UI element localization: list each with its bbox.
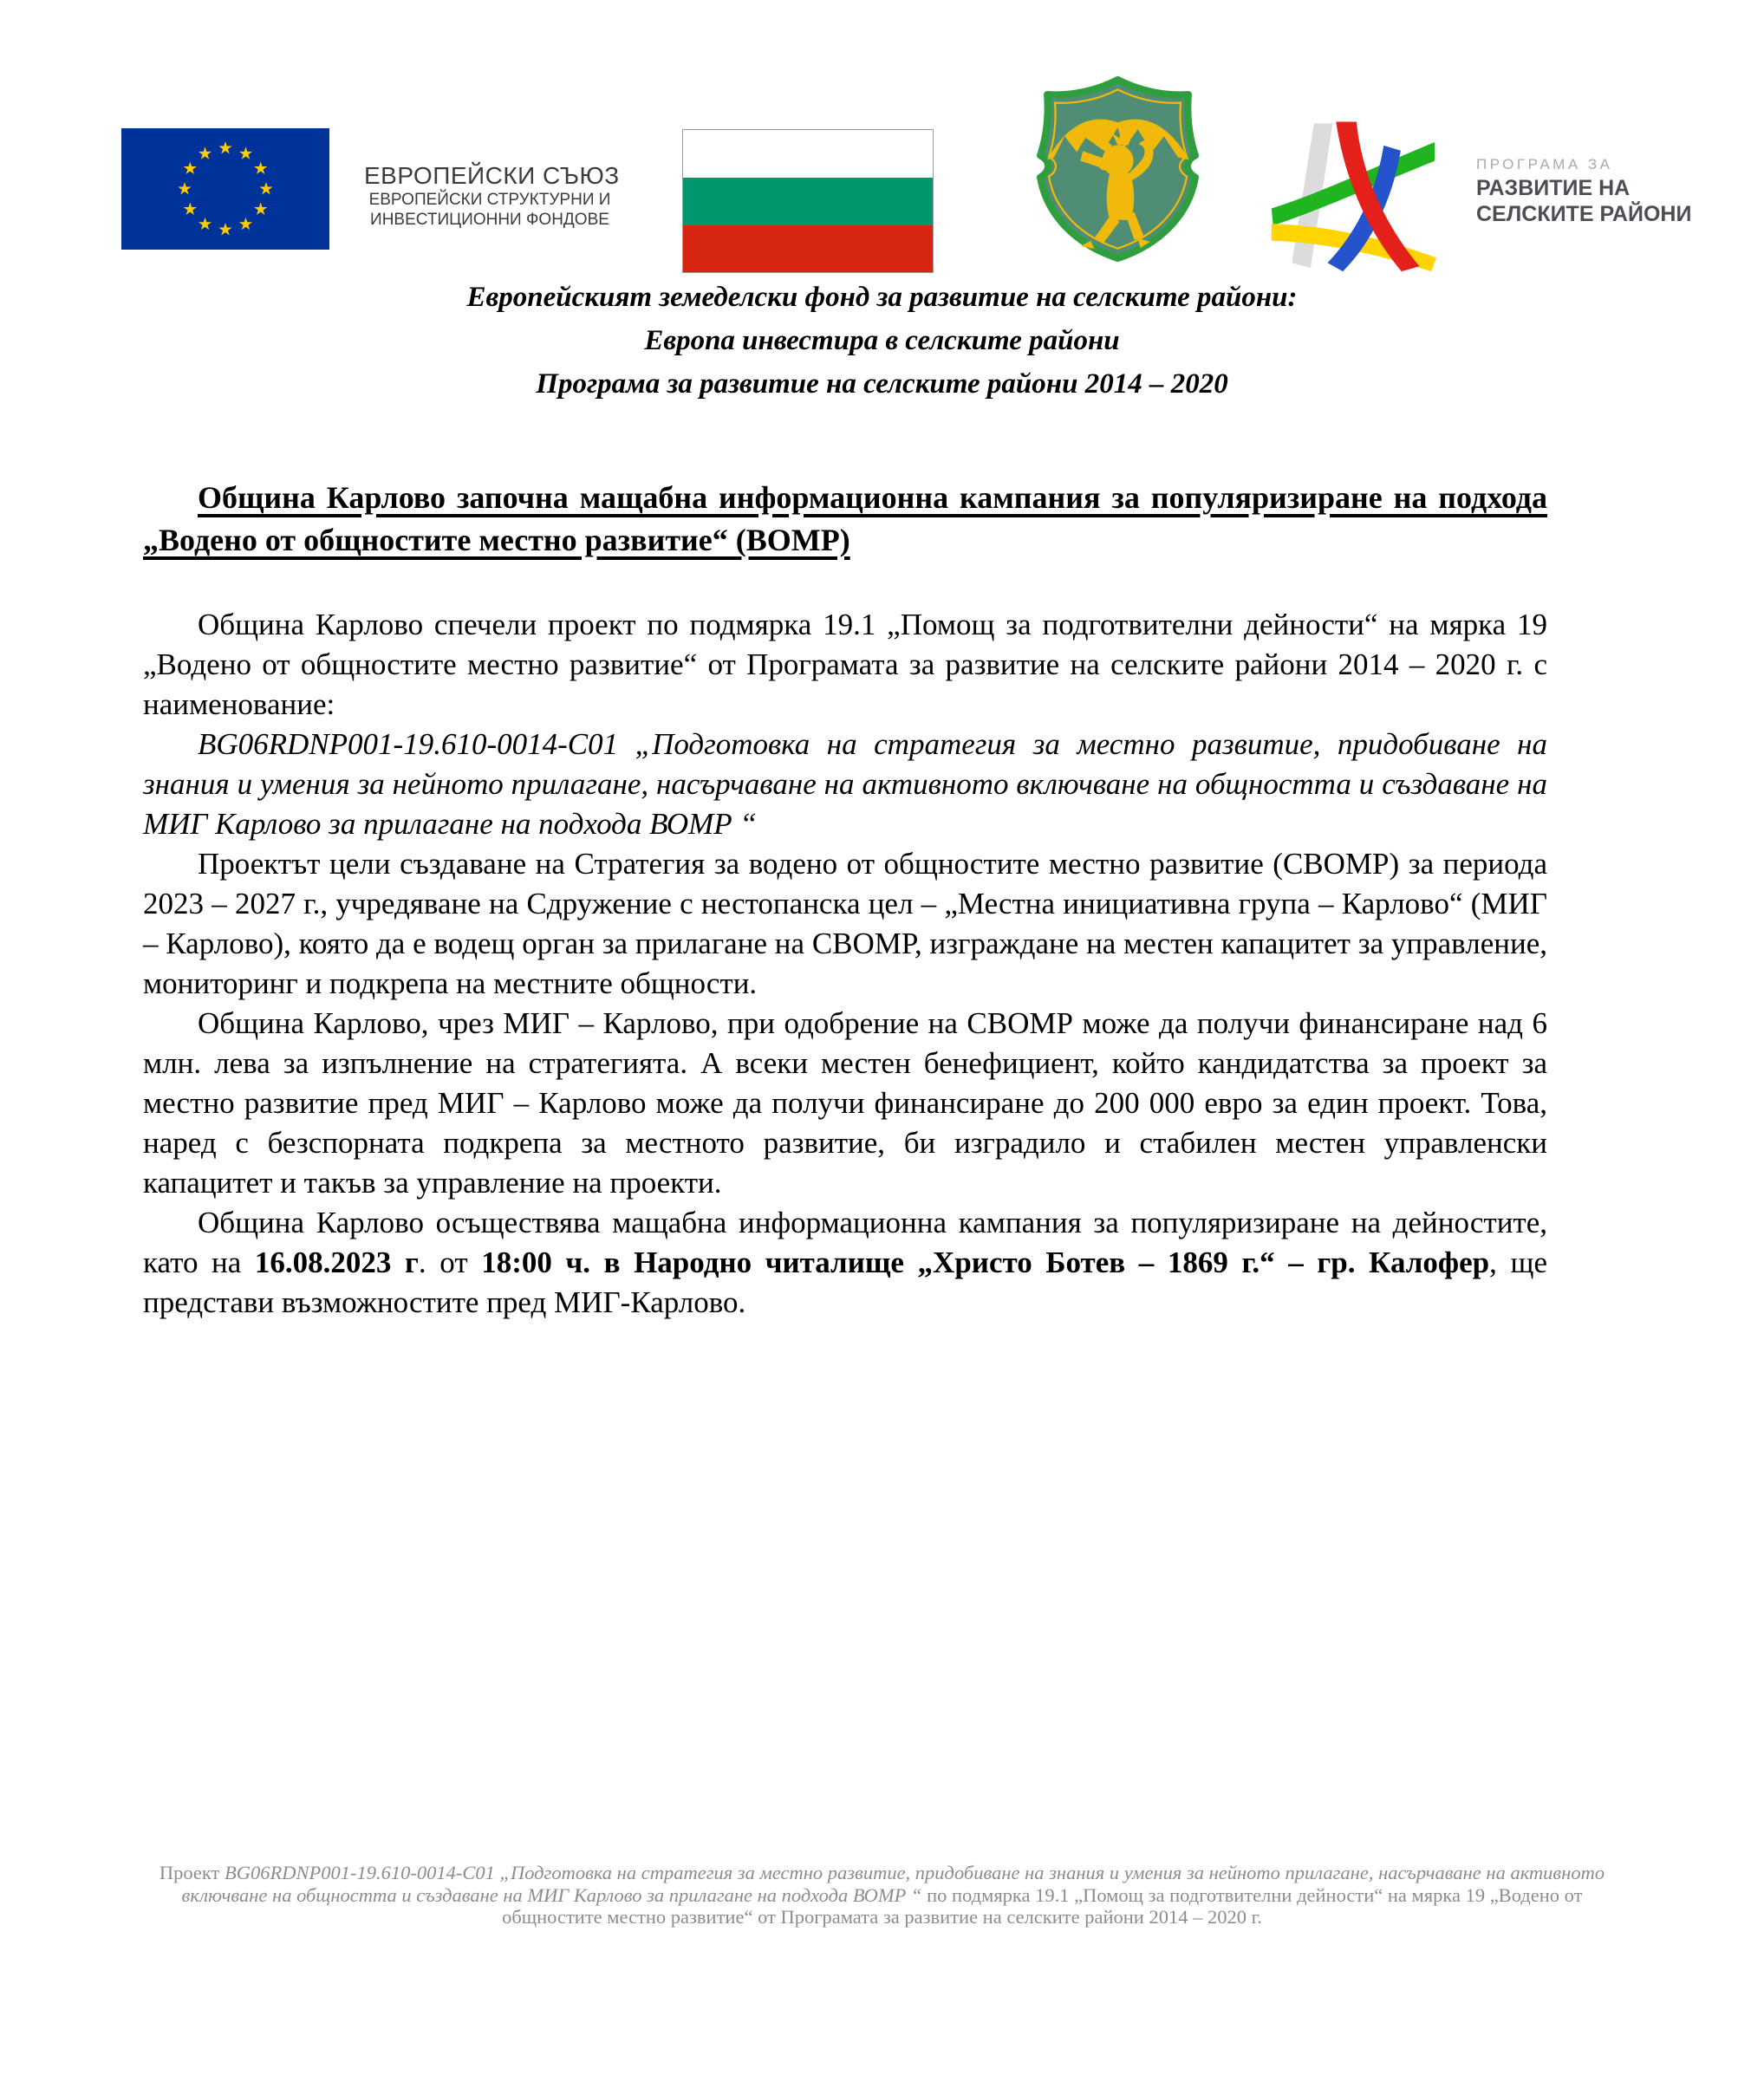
- eu-text-block: [364, 161, 620, 230]
- motto-line-1: Европейският земеделски фонд за развитие на селските райони:: [466, 282, 1298, 313]
- footer-text: Проект: [159, 1862, 225, 1883]
- p5-text: Община Карлово осъществява мащабна информационна кампания за популяризиране на дейностите, като на: [143, 1206, 1547, 1279]
- rdp-label-line1: ПРОГРАМА ЗА: [1476, 156, 1613, 172]
- eu-funds-label-line1: ЕВРОПЕЙСКИ СТРУКТУРНИ И: [368, 191, 611, 209]
- paragraph-2-project-name: BG06RDNP001-19.610-0014-C01 „Подготовка на стратегия за местно развитие, придобиване на знания и умения за нейното прилагане, насърчаване на активното включване на общността и създаване на МИГ Карлово за прилагане на подхода ВОМР “: [143, 727, 1547, 841]
- bulgaria-flag-icon: [683, 130, 933, 272]
- eu-union-label: ЕВРОПЕЙСКИ СЪЮЗ: [364, 162, 620, 189]
- rdp-logo: [1261, 101, 1712, 283]
- paragraph-5: [143, 1203, 1547, 1323]
- paragraph-3: Проектът цели създаване на Стратегия за водено от общностите местно развитие (СВОМР) за периода 2023 – 2027 г., учредяване на Сдружение с нестопанска цел – „Местна инициативна група – Карлово“ (МИГ – Карлово), която да е водещ орган за прилагане на СВОМР, изграждане на местен капацитет за управление, мониторинг и подкрепа на местните общности.: [143, 847, 1547, 1000]
- footer-text: по подмярка 19.1 „Помощ за подготвителни дейности“ на мярка 19 „Водено от общностите местно развитие“ от Програмата за развитие на селските райони 2014 – 2020 г.: [502, 1883, 1583, 1928]
- p5-text: . от: [418, 1246, 482, 1279]
- rdp-label-line3: СЕЛСКИТЕ РАЙОНИ: [1476, 202, 1692, 226]
- motto-line-3: Програма за развитие на селските райони 2014 – 2020: [536, 368, 1228, 400]
- rdp-text-block: [1476, 154, 1691, 227]
- funding-motto: [143, 276, 1621, 406]
- eu-flag-icon: [121, 128, 329, 250]
- p5-text: , ще представи възможностите пред МИГ-Карлово.: [143, 1246, 1547, 1319]
- paragraph-1: Община Карлово спечели проект по подмярка 19.1 „Помощ за подготвителни дейности“ на мярка 19 „Водено от общностите местно развитие“ от Програмата за развитие на селските райони 2014 – 2020 г. с наименование:: [143, 608, 1547, 721]
- article-title: Община Карлово започна мащабна информационна кампания за популяризиране на подхода „Водено от общностите местно развитие“ (ВОМР): [143, 480, 1547, 557]
- motto-line-2: Европа инвестира в селските райони: [644, 325, 1120, 356]
- p5-event-date: 16.08.2023 г: [254, 1246, 419, 1279]
- page-footer: [143, 1862, 1621, 1929]
- article-body: [143, 477, 1547, 1323]
- karlovo-coat-of-arms-icon: [1033, 75, 1203, 263]
- p5-event-time-place: 18:00 ч. в Народно читалище „Христо Ботев – 1869 г.“ – гр. Калофер: [481, 1246, 1490, 1279]
- rdp-label-line2: РАЗВИТИЕ НА: [1476, 176, 1631, 200]
- footer-project-name: BG06RDNP001-19.610-0014-C01 „Подготовка на стратегия за местно развитие, придобиване на знания и умения за нейното прилагане, насърчаване на активното включване на общността и създаване на МИГ Карлово за прилагане на подхода ВОМР “: [181, 1862, 1605, 1906]
- paragraph-4: Община Карлово, чрез МИГ – Карлово, при одобрение на СВОМР може да получи финансиране над 6 млн. лева за изпълнение на стратегията. А всеки местен бенефициент, който кандидатства за проект за местно развитие пред МИГ – Карлово може да получи финансиране до 200 000 евро за един проект. Това, наред с безспорната подкрепа за местното развитие, би изградило и стабилен местен управленски капацитет и такъв за управление на проекти.: [143, 1006, 1547, 1200]
- eu-funds-label-line2: ИНВЕСТИЦИОННИ ФОНДОВЕ: [370, 211, 609, 229]
- logo-row: [0, 0, 1764, 276]
- rdp-ribbons-icon: [1261, 101, 1440, 272]
